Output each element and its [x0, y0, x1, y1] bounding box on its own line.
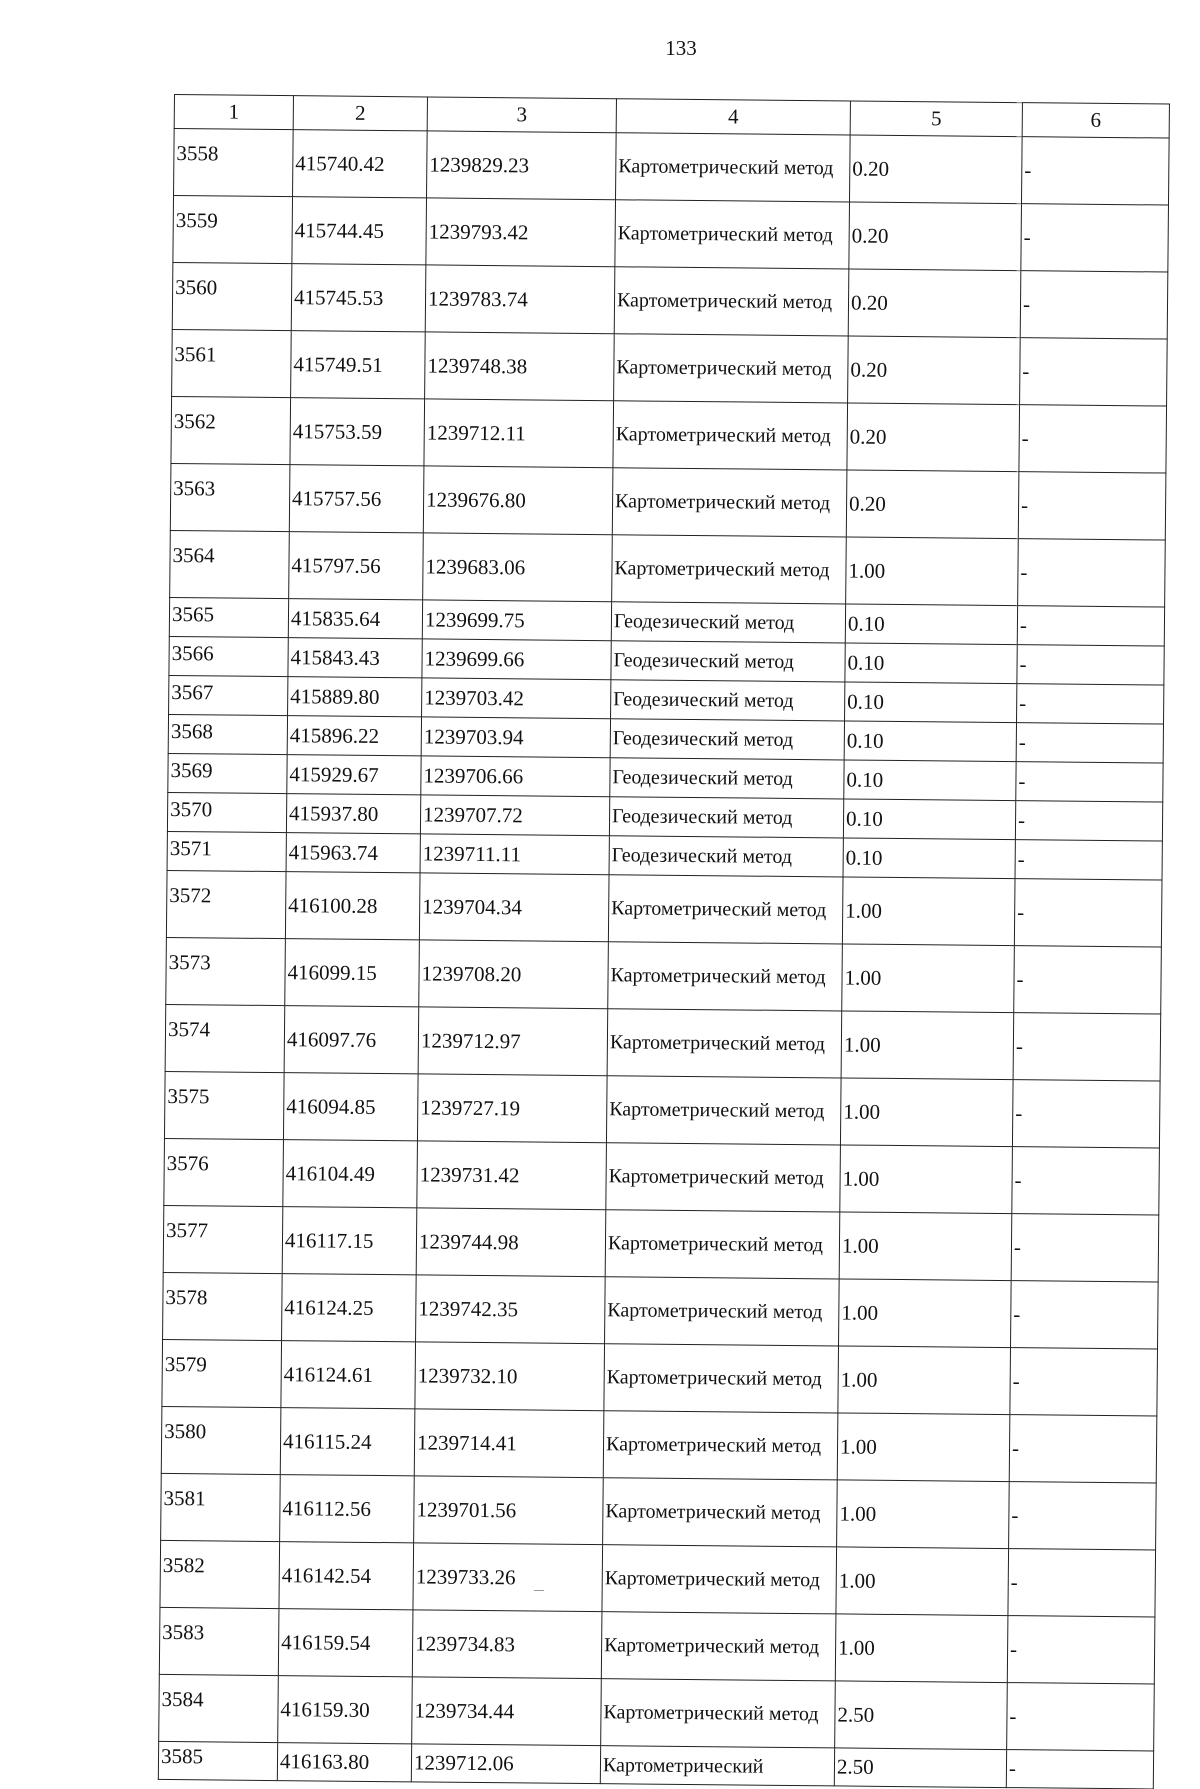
method-cell: Картометрический метод — [605, 1210, 840, 1279]
note-cell: - — [1017, 606, 1164, 646]
y-coordinate-cell: 1239712.11 — [424, 399, 614, 468]
table-row — [160, 1540, 1156, 1617]
method-cell: Картометрический метод — [606, 1076, 841, 1145]
coordinates-table — [158, 94, 1170, 1789]
y-coordinate-cell: 1239734.83 — [412, 1610, 602, 1679]
method-cell: Картометрический метод — [603, 1411, 838, 1480]
table-row — [172, 262, 1168, 339]
table-row — [161, 1406, 1157, 1483]
point-number-cell: 3566 — [169, 636, 288, 676]
accuracy-cell: 1.00 — [841, 1011, 1014, 1080]
x-coordinate-cell: 415889.80 — [288, 677, 422, 717]
x-coordinate-cell: 415835.64 — [288, 599, 422, 639]
x-coordinate-cell: 415896.22 — [287, 716, 421, 756]
column-header-1: 1 — [174, 95, 293, 130]
y-coordinate-cell: 1239727.19 — [417, 1074, 607, 1143]
point-number-cell: 3567 — [169, 675, 288, 715]
method-cell: Картометрический метод — [607, 1009, 842, 1078]
x-coordinate-cell: 415745.53 — [291, 264, 426, 332]
x-coordinate-cell: 416124.61 — [281, 1341, 416, 1409]
method-cell: Геодезический метод — [609, 797, 843, 838]
method-cell: Геодезический метод — [611, 680, 845, 721]
accuracy-cell: 0.10 — [845, 604, 1017, 645]
table-row — [159, 1674, 1155, 1751]
note-cell: - — [1019, 405, 1167, 473]
method-cell: Картометрический метод — [613, 401, 848, 470]
accuracy-cell: 0.20 — [847, 403, 1020, 472]
accuracy-cell: 1.00 — [842, 944, 1015, 1013]
accuracy-cell: 0.20 — [848, 336, 1021, 405]
x-coordinate-cell: 416117.15 — [282, 1207, 417, 1275]
method-cell: Картометрический метод — [612, 535, 847, 604]
table-row — [170, 530, 1166, 607]
method-cell: Картометрический — [600, 1746, 834, 1786]
note-cell: - — [1021, 137, 1169, 205]
point-number-cell: 3575 — [164, 1071, 284, 1139]
accuracy-cell: 1.00 — [835, 1614, 1008, 1683]
note-cell: - — [1013, 1013, 1161, 1081]
accuracy-cell: 1.00 — [840, 1145, 1013, 1214]
y-coordinate-cell: 1239712.06 — [411, 1744, 600, 1784]
accuracy-cell: 1.00 — [839, 1212, 1012, 1281]
point-number-cell: 3568 — [168, 714, 287, 754]
method-cell: Картометрический метод — [606, 1143, 841, 1212]
point-number-cell: 3574 — [165, 1004, 285, 1072]
note-cell: - — [1011, 1214, 1159, 1282]
y-coordinate-cell: 1239676.80 — [423, 466, 613, 535]
point-number-cell: 3571 — [167, 831, 286, 871]
column-header-3: 3 — [427, 97, 616, 133]
method-cell: Картометрический метод — [603, 1478, 838, 1547]
note-cell: - — [1007, 1683, 1155, 1751]
point-number-cell: 3570 — [167, 792, 286, 832]
note-cell: - — [1007, 1616, 1155, 1684]
point-number-cell: 3585 — [158, 1741, 277, 1780]
x-coordinate-cell: 416094.85 — [283, 1073, 418, 1141]
accuracy-cell: 0.20 — [849, 202, 1022, 271]
accuracy-cell: 0.10 — [844, 760, 1016, 801]
x-coordinate-cell: 416159.30 — [278, 1676, 413, 1744]
note-cell: - — [1015, 801, 1162, 841]
table-row — [161, 1473, 1157, 1550]
x-coordinate-cell: 415843.43 — [288, 638, 422, 678]
x-coordinate-cell: 416097.76 — [284, 1006, 419, 1074]
table-row — [174, 129, 1170, 206]
column-header-2: 2 — [293, 96, 427, 131]
y-coordinate-cell: 1239744.98 — [416, 1208, 606, 1277]
accuracy-cell: 0.20 — [849, 135, 1022, 204]
point-number-cell: 3563 — [170, 463, 290, 531]
table-row — [163, 1272, 1159, 1349]
point-number-cell: 3578 — [163, 1272, 283, 1340]
table-row — [164, 1071, 1160, 1148]
point-number-cell: 3582 — [160, 1540, 280, 1608]
method-cell: Картометрический метод — [612, 468, 847, 537]
note-cell: - — [1021, 204, 1169, 272]
x-coordinate-cell: 415749.51 — [291, 331, 426, 399]
point-number-cell: 3573 — [166, 937, 286, 1005]
table-row — [164, 1138, 1160, 1215]
point-number-cell: 3559 — [173, 196, 293, 264]
accuracy-cell: 0.10 — [843, 799, 1015, 840]
table-row — [172, 329, 1168, 406]
x-coordinate-cell: 415744.45 — [292, 197, 427, 265]
table-row — [171, 396, 1167, 473]
y-coordinate-cell: 1239708.20 — [419, 940, 609, 1009]
x-coordinate-cell: 415740.42 — [293, 130, 428, 198]
accuracy-cell: 0.10 — [843, 838, 1015, 879]
scan-mark — [534, 1590, 544, 1591]
table-row — [166, 870, 1162, 947]
x-coordinate-cell: 416112.56 — [280, 1475, 415, 1543]
note-cell: - — [1014, 879, 1162, 947]
x-coordinate-cell: 415929.67 — [287, 755, 421, 795]
accuracy-cell: 1.00 — [836, 1547, 1009, 1616]
accuracy-cell: 1.00 — [837, 1413, 1010, 1482]
method-cell: Геодезический метод — [611, 641, 845, 682]
accuracy-cell: 0.10 — [844, 721, 1016, 762]
method-cell: Геодезический метод — [609, 836, 843, 877]
note-cell: - — [1020, 338, 1168, 406]
point-number-cell: 3565 — [169, 597, 288, 637]
method-cell: Геодезический метод — [610, 758, 844, 799]
y-coordinate-cell: 1239699.75 — [422, 600, 611, 641]
y-coordinate-cell: 1239711.11 — [420, 834, 609, 875]
x-coordinate-cell: 416115.24 — [280, 1408, 415, 1476]
point-number-cell: 3581 — [161, 1473, 281, 1541]
x-coordinate-cell: 416104.49 — [283, 1140, 418, 1208]
note-cell: - — [1010, 1348, 1158, 1416]
y-coordinate-cell: 1239703.94 — [421, 717, 610, 758]
note-cell: - — [1009, 1415, 1157, 1483]
x-coordinate-cell: 416124.25 — [282, 1274, 417, 1342]
x-coordinate-cell: 416159.54 — [278, 1609, 413, 1677]
method-cell: Картометрический метод — [608, 875, 843, 944]
page-number: 133 — [665, 36, 697, 60]
accuracy-cell: 1.00 — [840, 1078, 1013, 1147]
note-cell: - — [1016, 723, 1163, 763]
accuracy-cell: 1.00 — [837, 1480, 1010, 1549]
y-coordinate-cell: 1239793.42 — [426, 198, 616, 267]
accuracy-cell: 0.20 — [848, 269, 1021, 338]
column-header-6: 6 — [1022, 103, 1169, 138]
y-coordinate-cell: 1239783.74 — [425, 265, 615, 334]
y-coordinate-cell: 1239732.10 — [415, 1342, 605, 1411]
note-cell: - — [1014, 946, 1162, 1014]
y-coordinate-cell: 1239683.06 — [423, 533, 613, 602]
y-coordinate-cell: 1239733.26 — [413, 1543, 603, 1612]
method-cell: Картометрический метод — [605, 1277, 840, 1346]
table-row — [162, 1339, 1158, 1416]
table-row — [165, 1004, 1161, 1081]
note-cell: - — [1008, 1549, 1156, 1617]
note-cell: - — [1015, 840, 1162, 880]
table-row — [159, 1607, 1155, 1684]
note-cell: - — [1011, 1281, 1159, 1349]
y-coordinate-cell: 1239701.56 — [414, 1476, 604, 1545]
note-cell: - — [1017, 645, 1164, 685]
x-coordinate-cell: 415757.56 — [289, 465, 424, 533]
method-cell: Геодезический метод — [611, 602, 845, 643]
y-coordinate-cell: 1239731.42 — [417, 1141, 607, 1210]
table-row — [173, 196, 1169, 273]
x-coordinate-cell: 416099.15 — [285, 939, 420, 1007]
method-cell: Картометрический метод — [601, 1612, 836, 1681]
point-number-cell: 3584 — [159, 1674, 279, 1742]
note-cell: - — [1016, 762, 1163, 802]
column-header-5: 5 — [850, 101, 1022, 137]
point-number-cell: 3561 — [172, 329, 292, 397]
table-row — [166, 937, 1162, 1014]
accuracy-cell: 2.50 — [834, 1748, 1006, 1788]
x-coordinate-cell: 416100.28 — [285, 872, 420, 940]
accuracy-cell: 0.10 — [845, 643, 1017, 684]
x-coordinate-cell: 416163.80 — [277, 1743, 411, 1782]
method-cell: Картометрический метод — [601, 1679, 836, 1748]
point-number-cell: 3577 — [163, 1205, 283, 1273]
y-coordinate-cell: 1239706.66 — [421, 756, 610, 797]
y-coordinate-cell: 1239707.72 — [420, 795, 609, 836]
y-coordinate-cell: 1239734.44 — [412, 1677, 602, 1746]
table-row — [170, 463, 1166, 540]
accuracy-cell: 0.20 — [846, 470, 1019, 539]
point-number-cell: 3562 — [171, 396, 291, 464]
accuracy-cell: 2.50 — [835, 1681, 1008, 1750]
x-coordinate-cell: 415963.74 — [286, 833, 420, 873]
accuracy-cell: 1.00 — [838, 1346, 1011, 1415]
y-coordinate-cell: 1239699.66 — [422, 639, 611, 680]
method-cell: Картометрический метод — [614, 267, 849, 336]
point-number-cell: 3569 — [168, 753, 287, 793]
point-number-cell: 3572 — [166, 870, 286, 938]
x-coordinate-cell: 415797.56 — [289, 532, 424, 600]
y-coordinate-cell: 1239829.23 — [427, 131, 617, 200]
note-cell: - — [1009, 1482, 1157, 1550]
point-number-cell: 3579 — [162, 1339, 282, 1407]
x-coordinate-cell: 415937.80 — [286, 794, 420, 834]
method-cell: Картометрический метод — [604, 1344, 839, 1413]
method-cell: Картометрический метод — [608, 942, 843, 1011]
note-cell: - — [1012, 1080, 1160, 1148]
method-cell: Картометрический метод — [614, 334, 849, 403]
point-number-cell: 3583 — [159, 1607, 279, 1675]
x-coordinate-cell: 415753.59 — [290, 398, 425, 466]
point-number-cell: 3576 — [164, 1138, 284, 1206]
table-row — [158, 1741, 1153, 1789]
table-body — [158, 129, 1169, 1789]
accuracy-cell: 1.00 — [846, 537, 1019, 606]
y-coordinate-cell: 1239714.41 — [414, 1409, 604, 1478]
x-coordinate-cell: 416142.54 — [279, 1542, 414, 1610]
note-cell: - — [1012, 1147, 1160, 1215]
note-cell: - — [1018, 539, 1166, 607]
y-coordinate-cell: 1239712.97 — [418, 1007, 608, 1076]
y-coordinate-cell: 1239703.42 — [422, 678, 611, 719]
method-cell: Картометрический метод — [615, 200, 850, 269]
method-cell: Картометрический метод — [616, 133, 851, 202]
accuracy-cell: 1.00 — [842, 877, 1015, 946]
point-number-cell: 3580 — [161, 1406, 281, 1474]
y-coordinate-cell: 1239748.38 — [425, 332, 615, 401]
accuracy-cell: 1.00 — [839, 1279, 1012, 1348]
table-row — [163, 1205, 1159, 1282]
y-coordinate-cell: 1239742.35 — [416, 1275, 606, 1344]
y-coordinate-cell: 1239704.34 — [419, 873, 609, 942]
note-cell: - — [1018, 472, 1166, 540]
method-cell: Геодезический метод — [610, 719, 844, 760]
method-cell: Картометрический метод — [602, 1545, 837, 1614]
note-cell: - — [1017, 684, 1164, 724]
point-number-cell: 3560 — [172, 262, 292, 330]
accuracy-cell: 0.10 — [845, 682, 1017, 723]
note-cell: - — [1006, 1750, 1153, 1789]
point-number-cell: 3558 — [174, 129, 294, 197]
note-cell: - — [1020, 271, 1168, 339]
point-number-cell: 3564 — [170, 530, 290, 598]
column-header-4: 4 — [616, 99, 850, 135]
